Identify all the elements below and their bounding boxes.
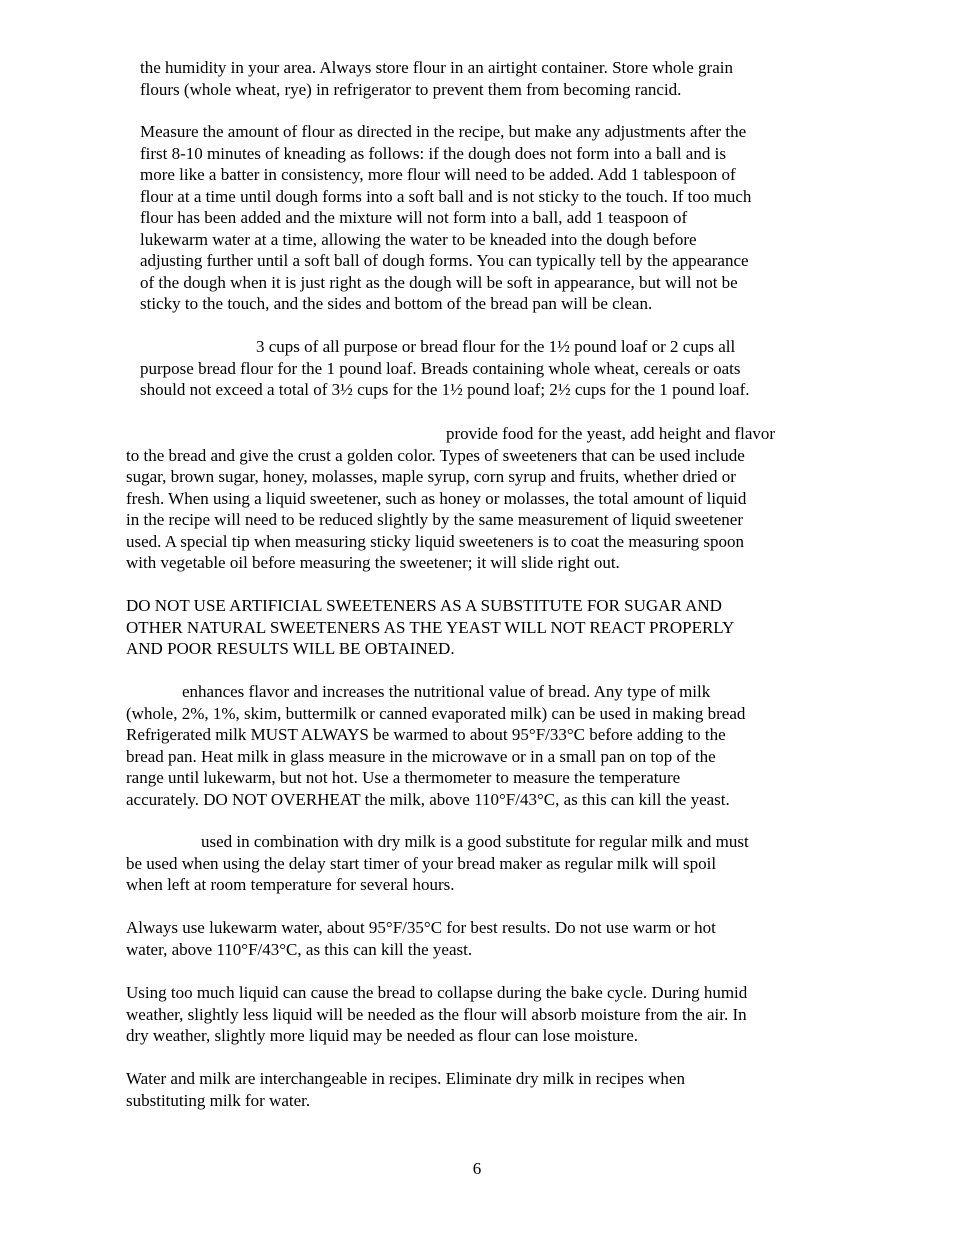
text-line: flour has been added and the mixture will not form into a ball, add 1 teaspoon of xyxy=(140,208,688,227)
text-line: enhances flavor and increases the nutritional value of bread. Any type of milk xyxy=(182,682,711,701)
text-line: with vegetable oil before measuring the sweetener; it will slide right out. xyxy=(126,553,620,572)
text-line: when left at room temperature for several hours. xyxy=(126,875,455,894)
paragraph-water-dry-milk xyxy=(126,831,749,896)
text-line: Always use lukewarm water, about 95°F/35°C for best results. Do not use warm or hot xyxy=(126,918,716,937)
text-line: flour at a time until dough forms into a soft ball and is not sticky to the touch. If too much xyxy=(140,186,752,206)
text-line: sugar, brown sugar, honey, molasses, maple syrup, corn syrup and fruits, whether dried or xyxy=(126,467,736,486)
text-line: 3 cups of all purpose or bread flour for the 1½ pound loaf or 2 cups all xyxy=(256,337,736,356)
paragraph-milk xyxy=(126,681,745,810)
text-line: Measure the amount of flour as directed in the recipe, but make any adjustments after the xyxy=(140,122,747,141)
text-line: the humidity in your area. Always store flour in an airtight container. Store whole grain xyxy=(140,58,733,77)
text-line: fresh. When using a liquid sweetener, such as honey or molasses, the total amount of liquid xyxy=(126,488,747,508)
text-line: used. A special tip when measuring sticky liquid sweeteners is to coat the measuring spoon xyxy=(126,531,745,551)
text-line: of the dough when it is just right as the dough will be soft in appearance, but will not be xyxy=(140,272,738,292)
text-line: used in combination with dry milk is a good substitute for regular milk and must xyxy=(201,832,749,851)
paragraph-sweetener-warning xyxy=(126,595,734,660)
text-line: first 8-10 minutes of kneading as follows: if the dough does not form into a ball and is xyxy=(140,143,726,163)
text-line: Refrigerated milk MUST ALWAYS be warmed to about 95°F/33°C before adding to the xyxy=(126,725,726,744)
paragraph-lukewarm-water xyxy=(126,917,716,960)
text-line: OTHER NATURAL SWEETENERS AS THE YEAST WILL NOT REACT PROPERLY xyxy=(126,617,735,637)
text-line: flours (whole wheat, rye) in refrigerator to prevent them from becoming rancid. xyxy=(140,79,682,99)
text-line: adjusting further until a soft ball of dough forms. You can typically tell by the appearance xyxy=(140,251,749,270)
text-line: purpose bread flour for the 1 pound loaf. Breads containing whole wheat, cereals or oats xyxy=(140,358,741,378)
paragraph-flour-storage xyxy=(140,57,733,100)
text-line: Water and milk are interchangeable in recipes. Eliminate dry milk in recipes when xyxy=(126,1069,685,1088)
text-line: bread pan. Heat milk in glass measure in the microwave or in a small pan on top of the xyxy=(126,746,716,766)
text-line: substituting milk for water. xyxy=(126,1090,311,1110)
text-line: water, above 110°F/43°C, as this can kill the yeast. xyxy=(126,939,473,959)
text-line: to the bread and give the crust a golden color. Types of sweeteners that can be used include xyxy=(126,445,745,465)
paragraph-max-flour xyxy=(140,336,750,401)
text-line: range until lukewarm, but not hot. Use a thermometer to measure the temperature xyxy=(126,768,681,787)
text-line: provide food for the yeast, add height and flavor xyxy=(446,424,776,443)
text-line: lukewarm water at a time, allowing the water to be kneaded into the dough before xyxy=(140,229,697,249)
text-line: sticky to the touch, and the sides and bottom of the bread pan will be clean. xyxy=(140,294,653,313)
text-line: should not exceed a total of 3½ cups for the 1½ pound loaf; 2½ cups for the 1 pound loaf. xyxy=(140,380,750,399)
text-line: weather, slightly less liquid will be needed as the flour will absorb moisture from the air. In xyxy=(126,1004,747,1024)
text-line: more like a batter in consistency, more flour will need to be added. Add 1 tablespoon of xyxy=(140,165,736,184)
text-line: be used when using the delay start timer of your bread maker as regular milk will spoil xyxy=(126,853,717,873)
paragraph-sweeteners xyxy=(126,423,775,574)
text-line: in the recipe will need to be reduced slightly by the same measurement of liquid sweetener xyxy=(126,510,743,529)
text-line: (whole, 2%, 1%, skim, buttermilk or canned evaporated milk) can be used in making bread xyxy=(126,703,746,723)
text-line: accurately. DO NOT OVERHEAT the milk, above 110°F/43°C, as this can kill the yeast. xyxy=(126,789,730,809)
paragraph-too-much-liquid xyxy=(126,982,747,1047)
text-line: DO NOT USE ARTIFICIAL SWEETENERS AS A SUBSTITUTE FOR SUGAR AND xyxy=(126,596,722,615)
paragraph-interchangeable xyxy=(126,1068,685,1111)
text-line: dry weather, slightly more liquid may be needed as flour can lose moisture. xyxy=(126,1026,639,1045)
text-line: AND POOR RESULTS WILL BE OBTAINED. xyxy=(126,639,455,658)
paragraph-measure-flour xyxy=(140,121,751,315)
text-line: Using too much liquid can cause the bread to collapse during the bake cycle. During humid xyxy=(126,983,748,1002)
page-number: 6 xyxy=(472,1159,482,1178)
